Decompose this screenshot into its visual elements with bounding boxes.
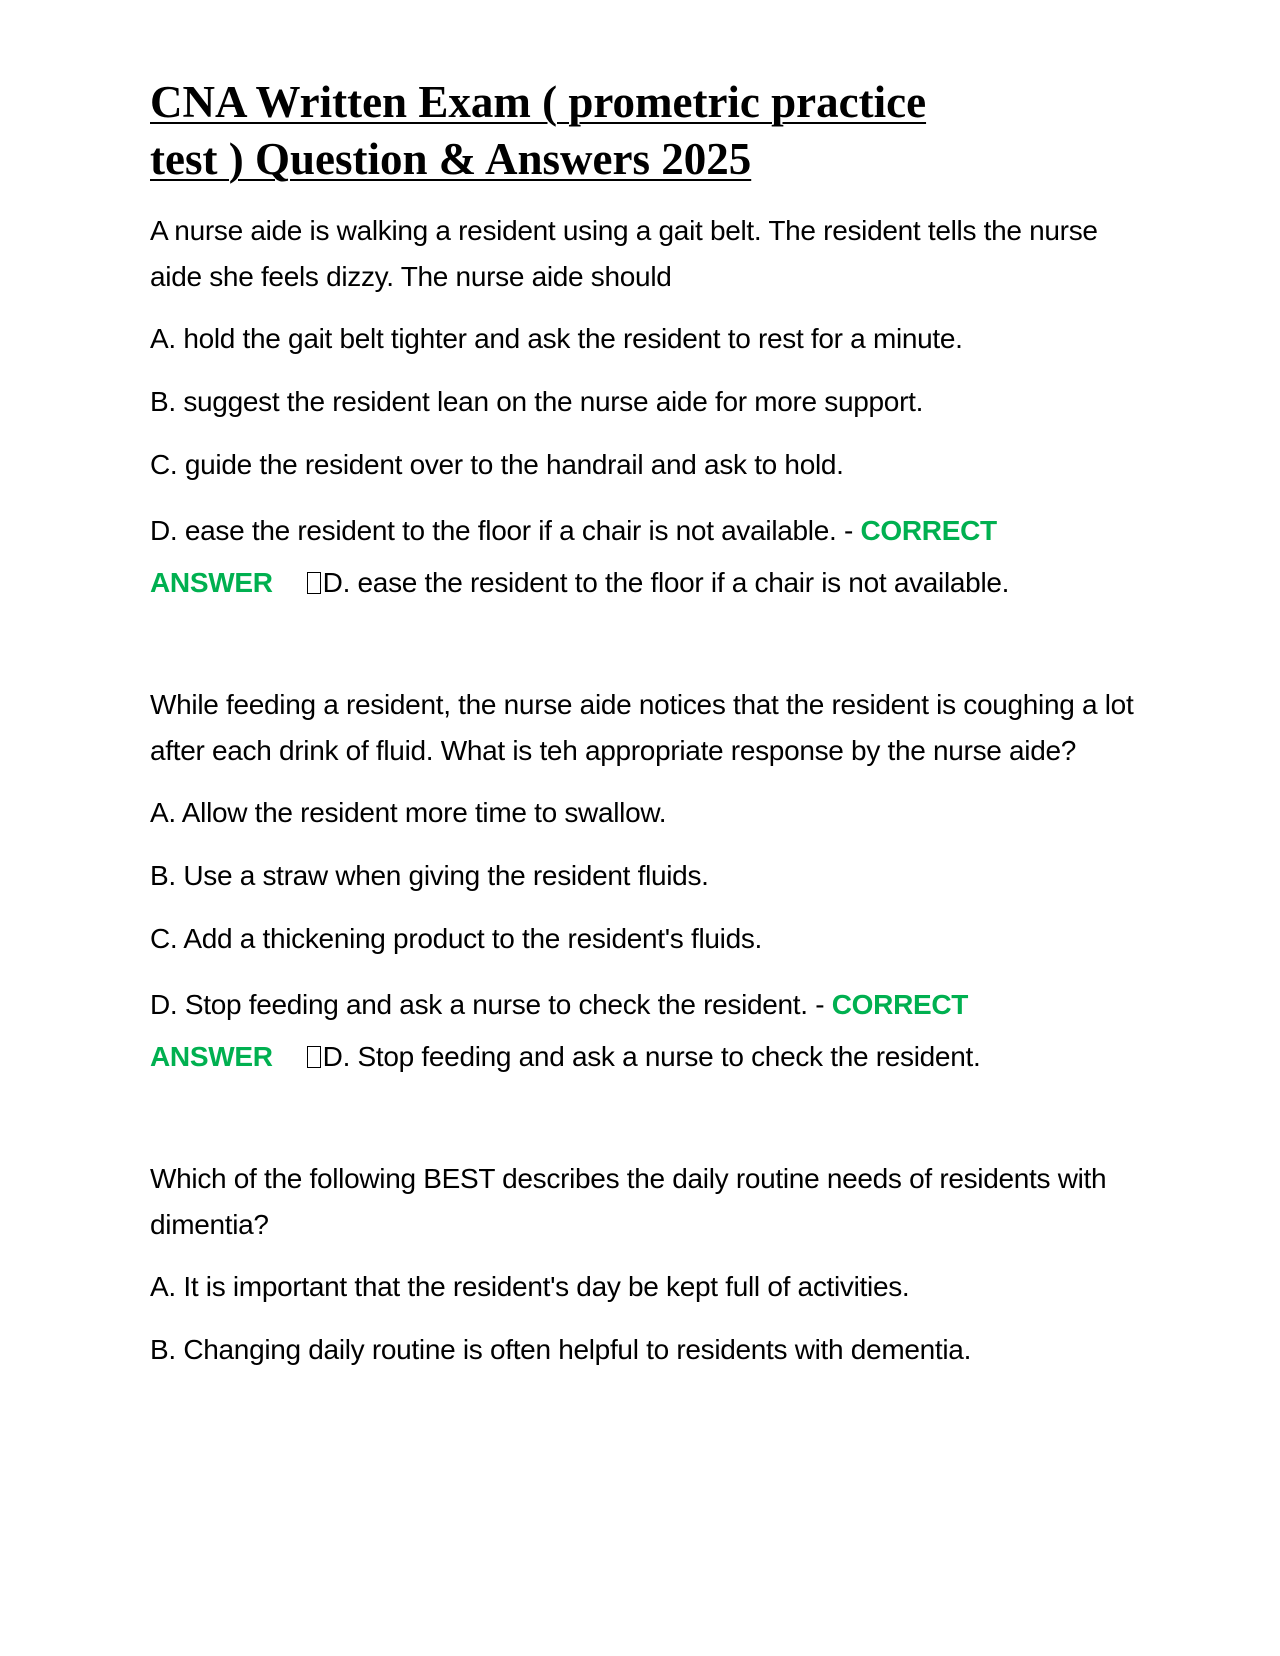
- correct-label: CORRECT: [860, 515, 997, 546]
- option-b: B. Use a straw when giving the resident fluids.: [150, 860, 709, 891]
- question-prompt: A nurse aide is walking a resident using a gait belt. The resident tells the nurse aide she feels dizzy. The nurse aide should: [150, 215, 1098, 292]
- question-prompt: Which of the following BEST describes the daily routine needs of residents with dimentia?: [150, 1163, 1107, 1240]
- option-d-with-answer: [150, 505, 1140, 609]
- question-block-2: [150, 682, 1140, 1083]
- spacer: [150, 626, 1140, 682]
- answer-label: ANSWER: [150, 567, 273, 598]
- option-d: D. ease the resident to the floor if a chair is not available. -: [150, 515, 861, 546]
- option-a: A. It is important that the resident's day be kept full of activities.: [150, 1271, 910, 1302]
- spacer: [150, 1100, 1140, 1156]
- option-a: A. Allow the resident more time to swallow.: [150, 797, 667, 828]
- missing-glyph-icon: [307, 1046, 321, 1068]
- answer-text: D. Stop feeding and ask a nurse to check the resident.: [322, 1041, 981, 1072]
- document-title: CNA Written Exam ( prometric practice test ) Question & Answers 2025: [150, 77, 927, 184]
- option-b: B. suggest the resident lean on the nurse aide for more support.: [150, 386, 924, 417]
- option-d: D. Stop feeding and ask a nurse to check the resident. -: [150, 989, 832, 1020]
- option-c: C. guide the resident over to the handrail and ask to hold.: [150, 449, 844, 480]
- question-block-3: [150, 1156, 1140, 1373]
- option-a: A. hold the gait belt tighter and ask the resident to rest for a minute.: [150, 323, 963, 354]
- document-page: [150, 74, 1140, 1390]
- missing-glyph-icon: [307, 572, 321, 594]
- answer-label: ANSWER: [150, 1041, 273, 1072]
- question-prompt: While feeding a resident, the nurse aide notices that the resident is coughing a lot after each drink of fluid. What is teh appropriate response by the nurse aide?: [150, 689, 1134, 766]
- answer-text: D. ease the resident to the floor if a chair is not available.: [322, 567, 1010, 598]
- option-b: B. Changing daily routine is often helpful to residents with dementia.: [150, 1334, 972, 1365]
- correct-label: CORRECT: [831, 989, 969, 1020]
- option-d-with-answer: [150, 979, 1140, 1083]
- option-c: C. Add a thickening product to the resident's fluids.: [150, 923, 763, 954]
- question-block-1: [150, 208, 1140, 609]
